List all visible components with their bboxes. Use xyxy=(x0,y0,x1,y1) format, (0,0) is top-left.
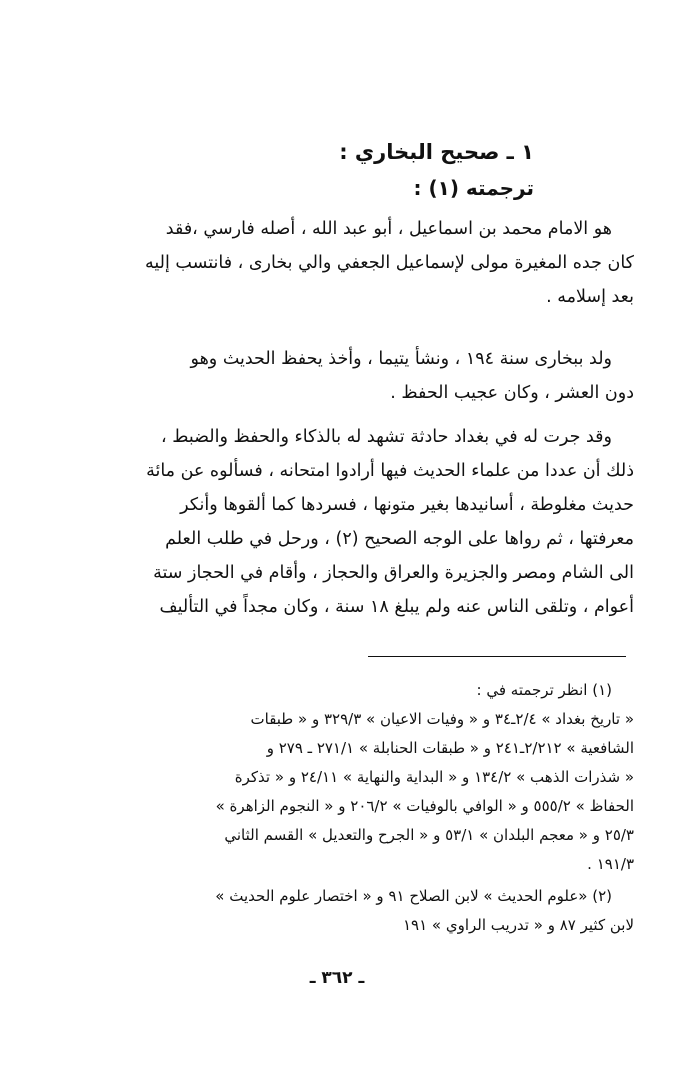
footnote-divider xyxy=(368,656,626,657)
paragraph-baghdad xyxy=(44,420,634,624)
subsection-title: ترجمته (١) : xyxy=(413,176,534,200)
footnote-line: « تاريخ بغداد » ٢/٤ـ٣٤ و « وفيات الاعيان » ٣٢٩/٣ و « طبقات xyxy=(250,710,634,728)
text-line: ولد ببخارى سنة ١٩٤ ، ونشأ يتيما ، وأخذ يحفظ الحديث وهو xyxy=(190,349,612,369)
paragraph-biography xyxy=(44,212,634,314)
footnote-line: الحفاظ » ٥٥٥/٢ و « الوافي بالوفيات » ٢٠٦/٢ و « النجوم الزاهرة » xyxy=(215,797,634,815)
footnote-line: (٢) «علوم الحديث » لابن الصلاح ٩١ و « اختصار علوم الحديث » xyxy=(215,887,612,905)
footnote-line: لابن كثير ٨٧ و « تدريب الراوي » ١٩١ xyxy=(402,916,634,934)
text-line: هو الامام محمد بن اسماعيل ، أبو عبد الله ، أصله فارسي ،فقد xyxy=(165,219,612,239)
footnote-1 xyxy=(44,676,634,879)
paragraph-birth xyxy=(44,342,634,410)
text-line: دون العشر ، وكان عجيب الحفظ . xyxy=(390,383,634,403)
text-line: حديث مغلوطة ، أسانيدها بغير متونها ، فسردها كما ألقوها وأنكر xyxy=(180,495,634,515)
text-line: أعوام ، وتلقى الناس عنه ولم يبلغ ١٨ سنة ، وكان مجداً في التأليف xyxy=(159,597,634,617)
footnote-line: (١) انظر ترجمته في : xyxy=(476,681,612,699)
page-number: ـ ٣٦٢ ـ xyxy=(309,968,365,988)
footnote-line: « شذرات الذهب » ١٣٤/٢ و « البداية والنهاية » ٢٤/١١ و « تذكرة xyxy=(234,768,634,786)
text-line: بعد إسلامه . xyxy=(546,287,634,307)
text-line: ذلك أن عددا من علماء الحديث فيها أرادوا امتحانه ، فسألوه عن مائة xyxy=(146,461,634,481)
text-line: معرفتها ، ثم رواها على الوجه الصحيح (٢) ، ورحل في طلب العلم xyxy=(165,529,634,549)
footnote-line: الشافعية » ٢/٢١٢ـ٢٤١ و « طبقات الحنابلة » ٢٧١/١ ـ ٢٧٩ و xyxy=(266,739,634,757)
section-title: ١ ـ صحيح البخاري : xyxy=(339,140,534,164)
footnote-2 xyxy=(44,882,634,940)
text-line: الى الشام ومصر والجزيرة والعراق والحجاز ، وأقام في الحجاز ستة xyxy=(153,563,634,583)
footnote-line: ١٩١/٣ . xyxy=(587,855,634,873)
text-line: كان جده المغيرة مولى لإسماعيل الجعفي والي بخارى ، فانتسب إليه xyxy=(145,253,634,273)
text-line: وقد جرت له في بغداد حادثة تشهد له بالذكاء والحفظ والضبط ، xyxy=(161,427,612,447)
footnote-line: ٢٥/٣ و « معجم البلدان » ٥٣/١ و « الجرح والتعديل » القسم الثاني xyxy=(224,826,634,844)
